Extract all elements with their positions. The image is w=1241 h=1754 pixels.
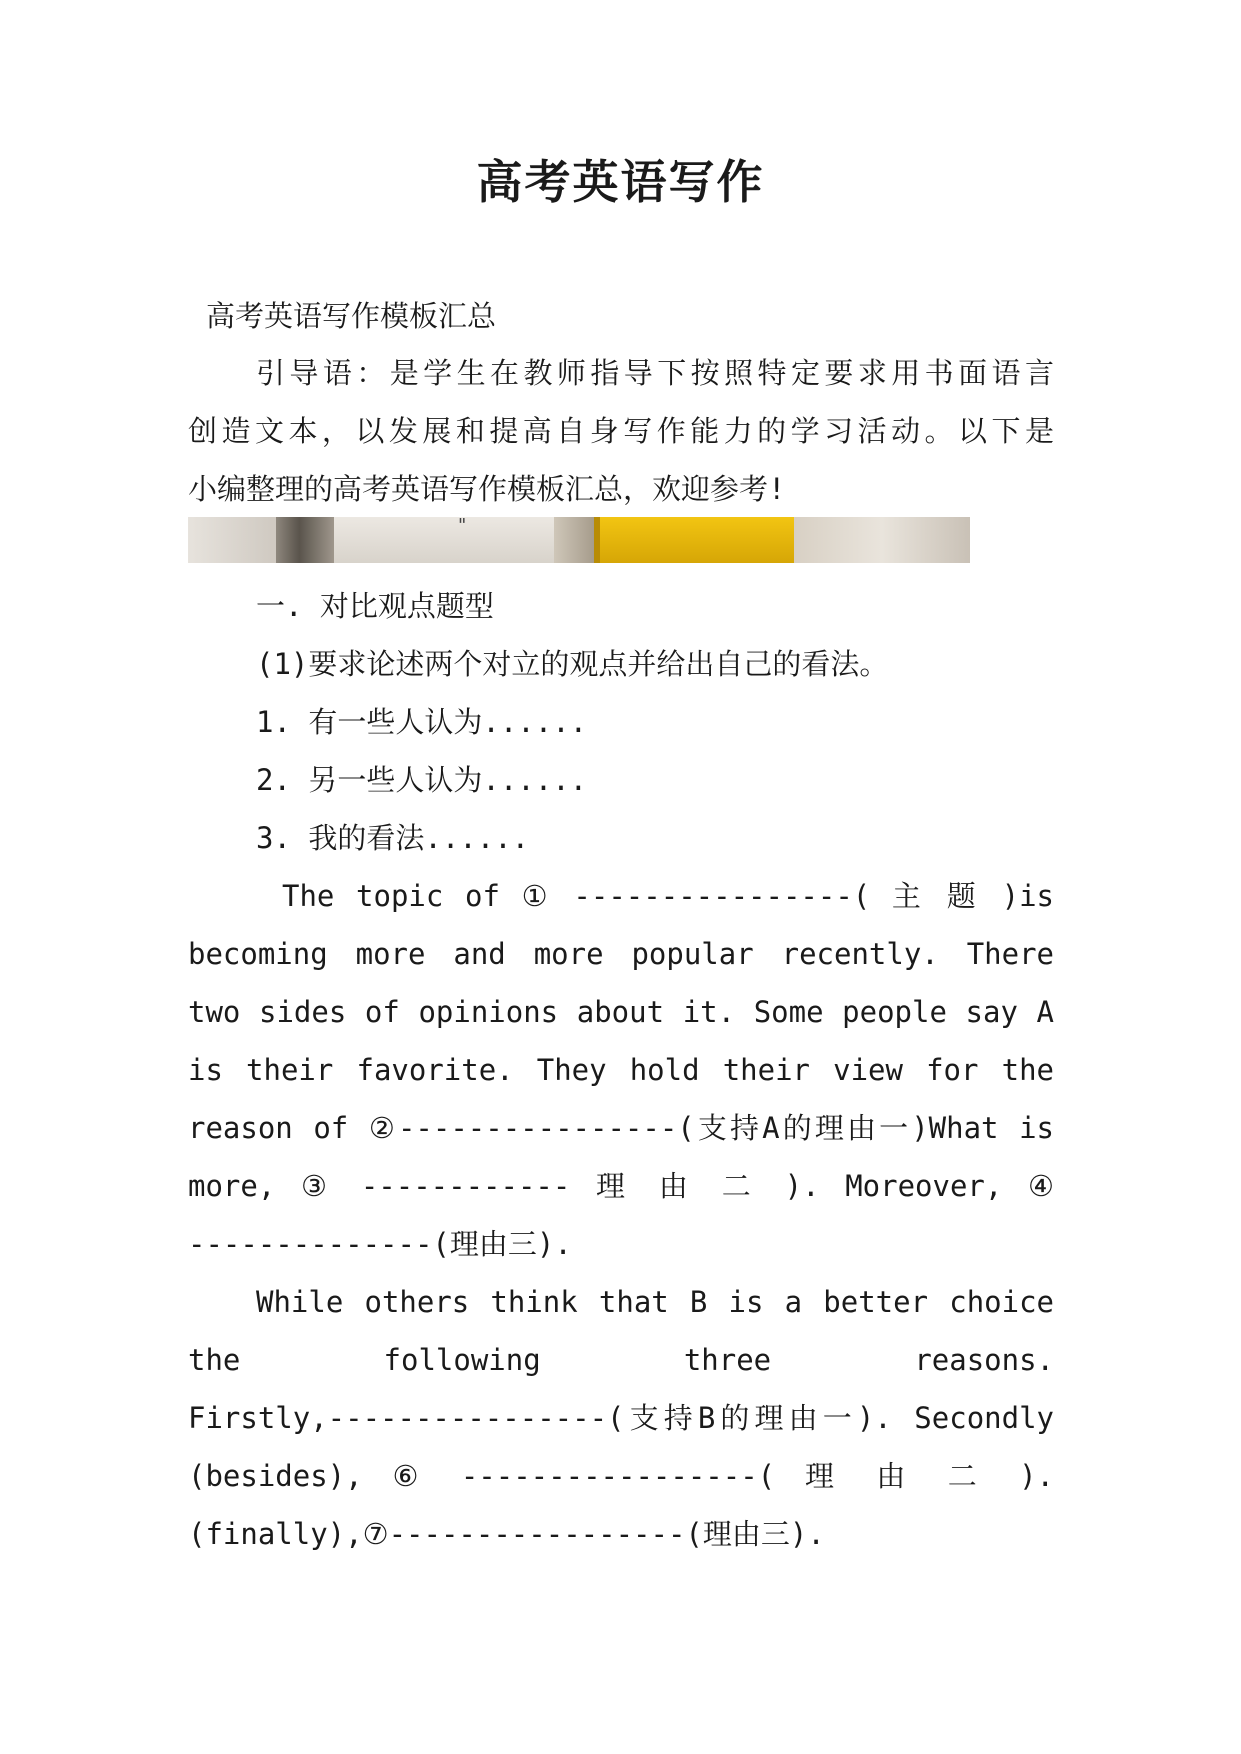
- keyboard-banner-image: [188, 517, 970, 563]
- intro-line-3: 小编整理的高考英语写作模板汇总，欢迎参考!: [188, 472, 786, 506]
- point-item: 3. 我的看法......: [256, 821, 530, 855]
- template-line: the following three reasons.: [188, 1343, 1054, 1377]
- point-item: 1. 有一些人认为......: [256, 705, 588, 739]
- intro-line-2: 创造文本，以发展和提高自身写作能力的学习活动。以下是: [188, 414, 1054, 448]
- section-heading: 一. 对比观点题型: [256, 589, 494, 623]
- template-line: two sides of opinions about it. Some people say A: [188, 995, 1054, 1029]
- template-line: reason of ②----------------(支持A的理由一)What is: [188, 1111, 1054, 1145]
- template-line: Firstly,----------------(支持B的理由一). Secondly: [188, 1401, 1054, 1435]
- subtitle: 高考英语写作模板汇总: [206, 299, 497, 333]
- template-line: becoming more and more popular recently. There: [188, 937, 1054, 971]
- template-line: While others think that B is a better choice: [256, 1285, 1054, 1319]
- template-line: --------------(理由三).: [188, 1227, 572, 1261]
- intro-line-1: 引导语：是学生在教师指导下按照特定要求用书面语言: [256, 356, 1054, 390]
- template-line: more, ③ ------------ 理 由 二 ). Moreover, ④: [188, 1169, 1054, 1203]
- template-line: The topic of ① ----------------( 主 题 )is: [282, 879, 1054, 913]
- template-line: is their favorite. They hold their view for the: [188, 1053, 1054, 1087]
- document-title: 高考英语写作: [476, 155, 765, 209]
- template-line: (besides), ⑥ -----------------( 理 由 二 ).: [188, 1459, 1054, 1493]
- section-requirement: (1)要求论述两个对立的观点并给出自己的看法。: [256, 647, 889, 681]
- banner-quote-glyph: ": [458, 517, 467, 536]
- point-item: 2. 另一些人认为......: [256, 763, 588, 797]
- template-line: (finally),⑦-----------------(理由三).: [188, 1517, 825, 1551]
